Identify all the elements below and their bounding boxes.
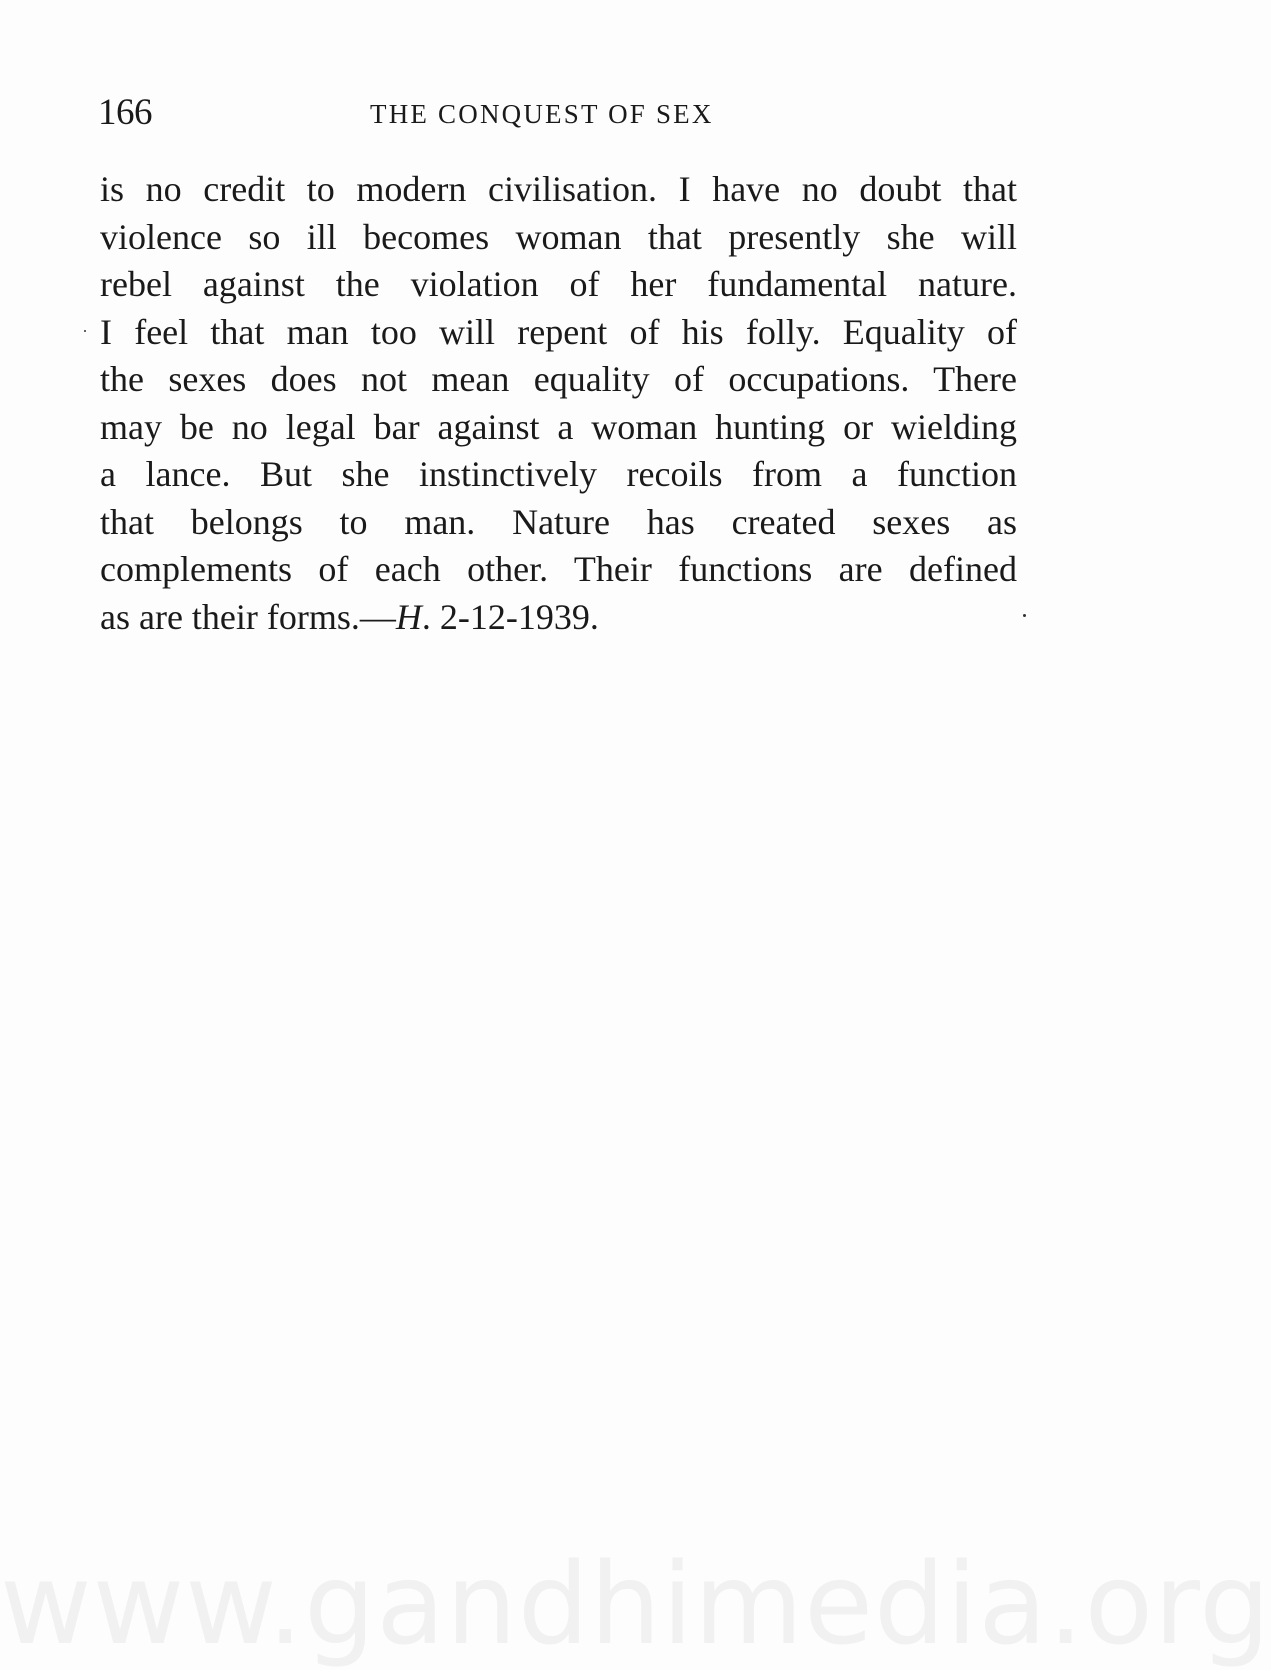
text-line: complements of each other. Their functions are defined <box>100 549 1017 589</box>
citation-date: . 2-12-1939. <box>421 596 599 637</box>
print-speck <box>1023 614 1026 617</box>
page-number: 166 <box>98 92 152 133</box>
text-line: I feel that man too will repent of his folly. Equality of <box>100 311 1017 352</box>
text-line: rebel against the violation of her fundamental nature. <box>100 264 1017 304</box>
text-line: may be no legal bar against a woman hunting or wielding <box>100 406 1017 447</box>
text-line: violence so ill becomes woman that presently she will <box>100 216 1017 257</box>
running-head <box>98 88 1018 138</box>
running-title: THE CONQUEST OF SEX <box>370 99 714 129</box>
text-line: the sexes does not mean equality of occupations. There <box>100 359 1017 399</box>
print-speck <box>84 330 86 332</box>
text-line: a lance. But she instinctively recoils from a function <box>100 454 1017 494</box>
watermark: www.gandhimedia.org <box>0 1540 1271 1670</box>
citation-source: H <box>395 596 422 637</box>
text-line: that belongs to man. Nature has created sexes as <box>100 501 1017 542</box>
body-paragraph <box>100 166 1017 641</box>
last-line-text: as are their forms.— <box>100 596 396 637</box>
text-line: is no credit to modern civilisation. I have no doubt that <box>100 169 1017 209</box>
text-line-last <box>100 594 1017 642</box>
